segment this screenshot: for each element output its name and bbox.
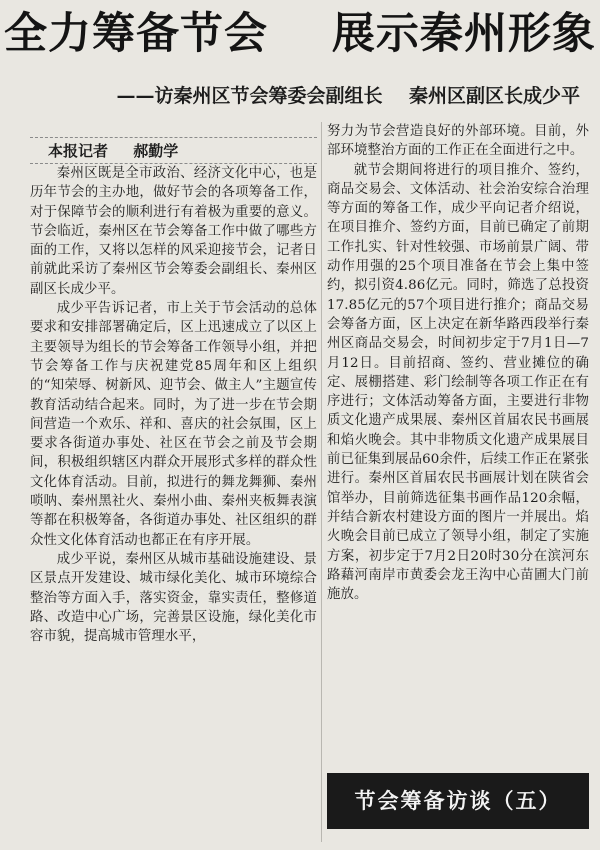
paragraph: 秦州区既是全市政治、经济文化中心，也是历年节会的主办地，做好节会的各项筹备工作，对于保障节会的顺利进行有着极为重要的意义。节会临近，秦州区在节会筹备工作中做了哪些方面的工作，又将以怎样的风采迎接节会，记者日前就此采访了秦州区节会筹委会副组长、秦州区副区长成少平。 — [30, 166, 317, 297]
paragraph: 就节会期间将进行的项目推介、签约，商品交易会、文体活动、社会治安综合治理等方面的筹备工作，成少平向记者介绍说，在项目推介、签约方面，目前已确定了前期工作扎实、针对性较强、市场前景广阔、带动作用强的25个项目准备在节会上集中签约，拟引资4.86亿元。同时，筛选了总投资17.85亿元的57个项目进行推介；商品交易会筹备方面，区上决定在新华路西段举行秦州区商品交易会，时间初步定于7月1日—7月12日。目前招商、签约、营业摊位的确定、展棚搭建、彩门绘制等各项工作正在有序进行；文体活动筹备方面，主要进行非物质文化遗产成果展、秦州区首届农民书画展和焰火晚会。其中非物质文化遗产成果展目前已征集到展品60余件，后续工作正在紧张进行。秦州区首届农民书画展计划在陕省会馆举办，目前筛选征集书画作品120余幅，并结合新农村建设方面的图片一并展出。焰火晚会目前已成立了领导小组，制定了实施方案，初步定于7月2日20时30分在滨河东路藉河南岸市黄委会龙王沟中心苗圃大门前施放。 — [327, 162, 589, 603]
paragraph: 成少平说，秦州区从城市基础设施建设、景区景点开发建设、城市绿化美化、城市环境综合整治等方面入手，落实资金，靠实责任，整修道路、改造中心广场，完善景区设施，绿化美化市容市貌，提高城市管理水平， — [30, 551, 317, 645]
series-label-box: 节会筹备访谈（五） — [327, 773, 589, 829]
subtitle: ——访秦州区节会筹委会副组长 秦州区副区长成少平 — [116, 85, 580, 107]
paragraph: 努力为节会营造良好的外部环境。目前，外部环境整治方面的工作正在全面进行之中。 — [327, 124, 589, 159]
paragraph: 成少平告诉记者，市上关于节会活动的总体要求和安排部署确定后，区上迅速成立了以区上主要领导为组长的节会筹备工作领导小组，并把节会筹备工作与庆祝建党85周年和区上组织的“知荣辱、树新风、迎节会、做主人”主题宣传教育活动结合起来。同时，为了进一步在节会期间营造一个欢乐、祥和、喜庆的社会氛围，区上要求各街道办事处、社区在节会之前及节会期间，积极组织辖区内群众开展形式多样的群众性文化体育活动。目前，拟进行的舞龙舞狮、秦州唢呐、秦州黑社火、秦州小曲、秦州夹板舞表演等都在积极筹备，各街道办事处、社区组织的群众性文化体育活动也都正在有序开展。 — [30, 301, 317, 548]
article-column-2 — [327, 122, 589, 762]
byline-role: 本报记者 — [48, 142, 109, 160]
headline: 全力筹备节会 展示秦州形象 — [4, 9, 596, 59]
byline-name: 郝勤学 — [133, 142, 179, 160]
byline — [30, 137, 317, 164]
article-column-1 — [30, 164, 317, 850]
column-divider — [321, 122, 322, 842]
